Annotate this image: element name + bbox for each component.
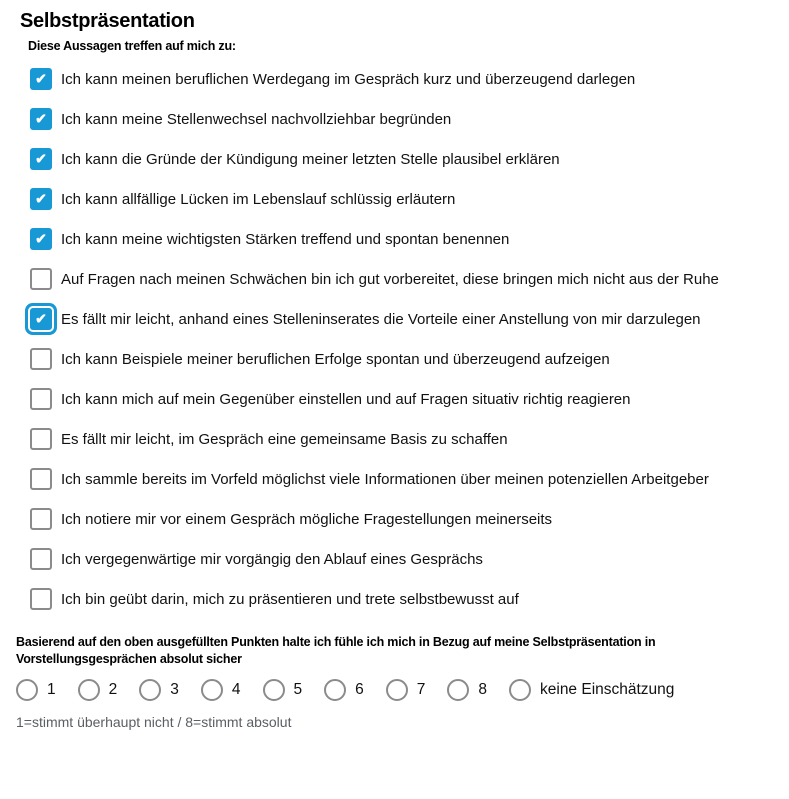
checkbox-label[interactable]: Ich kann allfällige Lücken im Lebenslauf schlüssig erläutern: [61, 191, 456, 208]
check-icon: ✔: [35, 110, 47, 127]
checklist-item: [30, 467, 769, 492]
radio-option: [447, 679, 487, 701]
checkbox-label[interactable]: Es fällt mir leicht, im Gespräch eine gemeinsame Basis zu schaffen: [61, 431, 508, 448]
checkbox[interactable]: [30, 348, 52, 370]
checklist-item: [30, 227, 769, 252]
radio-label[interactable]: 8: [478, 681, 487, 698]
checkbox[interactable]: [30, 428, 52, 450]
scale-legend: 1=stimmt überhaupt nicht / 8=stimmt absolut: [16, 714, 292, 730]
checklist-item: [30, 427, 769, 452]
checkbox-label[interactable]: Ich bin geübt darin, mich zu präsentieren und trete selbstbewusst auf: [61, 591, 519, 608]
checklist-item: [30, 147, 769, 172]
radio-button[interactable]: [16, 679, 38, 701]
rating-scale: [16, 679, 769, 701]
radio-button[interactable]: [324, 679, 346, 701]
radio-button[interactable]: [386, 679, 408, 701]
checkbox[interactable]: [30, 468, 52, 490]
radio-button[interactable]: [263, 679, 285, 701]
rating-statement: Basierend auf den oben ausgefüllten Punkten halte ich fühle ich mich in Bezug auf meine Selbstpräsentation in Vorstellungsgesprächen absolut sicher: [16, 635, 656, 666]
radio-label[interactable]: 6: [355, 681, 364, 698]
checklist-item: [30, 587, 769, 612]
checkbox[interactable]: [30, 308, 52, 330]
checkbox[interactable]: [30, 148, 52, 170]
checkbox[interactable]: [30, 268, 52, 290]
radio-label[interactable]: 2: [108, 681, 118, 698]
checkbox-label[interactable]: Ich kann meinen beruflichen Werdegang im Gespräch kurz und überzeugend darlegen: [61, 71, 636, 88]
radio-label[interactable]: 5: [293, 681, 303, 698]
radio-option-no-assessment: [509, 679, 674, 701]
radio-button[interactable]: [139, 679, 161, 701]
checkbox-label[interactable]: Ich kann meine Stellenwechsel nachvollziehbar begründen: [61, 111, 452, 128]
checkbox-label[interactable]: Ich notiere mir vor einem Gespräch mögliche Fragestellungen meinerseits: [61, 511, 553, 528]
checkbox-label[interactable]: Ich vergegenwärtige mir vorgängig den Ablauf eines Gesprächs: [61, 551, 483, 568]
checkbox-label[interactable]: Auf Fragen nach meinen Schwächen bin ich gut vorbereitet, diese bringen mich nicht aus der Ruhe: [61, 271, 719, 288]
check-icon: ✔: [35, 190, 47, 207]
checklist-item: [30, 387, 769, 412]
radio-label[interactable]: keine Einschätzung: [540, 681, 675, 698]
checklist-item: [30, 107, 769, 132]
radio-label[interactable]: 4: [231, 681, 241, 698]
checklist-item: [30, 307, 769, 332]
radio-option: [386, 679, 426, 701]
checkbox[interactable]: [30, 228, 52, 250]
checkbox[interactable]: [30, 388, 52, 410]
checklist-item: [30, 187, 769, 212]
checkbox[interactable]: [30, 68, 52, 90]
checklist-item: [30, 347, 769, 372]
checkbox[interactable]: [30, 548, 52, 570]
radio-label[interactable]: 1: [47, 681, 56, 698]
radio-option: [16, 679, 56, 701]
check-icon: ✔: [35, 310, 47, 327]
checkbox-label[interactable]: Ich sammle bereits im Vorfeld möglichst viele Informationen über meinen potenziellen Arbeitgeber: [61, 471, 709, 488]
radio-option: [139, 679, 179, 701]
checkbox[interactable]: [30, 508, 52, 530]
checkbox-label[interactable]: Ich kann die Gründe der Kündigung meiner letzten Stelle plausibel erklären: [61, 151, 560, 168]
radio-button[interactable]: [447, 679, 469, 701]
checkbox-label[interactable]: Es fällt mir leicht, anhand eines Stelleninserates die Vorteile einer Anstellung von mir darzulegen: [61, 311, 701, 328]
checkbox-label[interactable]: Ich kann meine wichtigsten Stärken treffend und spontan benennen: [61, 231, 510, 248]
checkbox[interactable]: [30, 108, 52, 130]
section-subtitle: Diese Aussagen treffen auf mich zu:: [28, 39, 236, 53]
radio-label[interactable]: 3: [170, 681, 179, 698]
checklist-item: [30, 67, 769, 92]
check-icon: ✔: [35, 70, 47, 87]
checklist-item: [30, 507, 769, 532]
checkbox[interactable]: [30, 588, 52, 610]
check-icon: ✔: [35, 230, 47, 247]
checklist-item: [30, 547, 769, 572]
radio-button[interactable]: [509, 679, 531, 701]
checkbox-label[interactable]: Ich kann Beispiele meiner beruflichen Erfolge spontan und überzeugend aufzeigen: [61, 351, 610, 368]
checklist-item: [30, 267, 769, 292]
radio-option: [324, 679, 364, 701]
checkbox-label[interactable]: Ich kann mich auf mein Gegenüber einstellen und auf Fragen situativ richtig reagieren: [61, 391, 631, 408]
radio-option: [263, 679, 303, 701]
radio-label[interactable]: 7: [416, 681, 426, 698]
check-icon: ✔: [35, 150, 47, 167]
page-title: Selbstpräsentation: [20, 10, 195, 32]
radio-option: [201, 679, 241, 701]
checklist: [30, 67, 769, 612]
checkbox[interactable]: [30, 188, 52, 210]
radio-option: [78, 679, 118, 701]
radio-button[interactable]: [78, 679, 100, 701]
radio-button[interactable]: [201, 679, 223, 701]
